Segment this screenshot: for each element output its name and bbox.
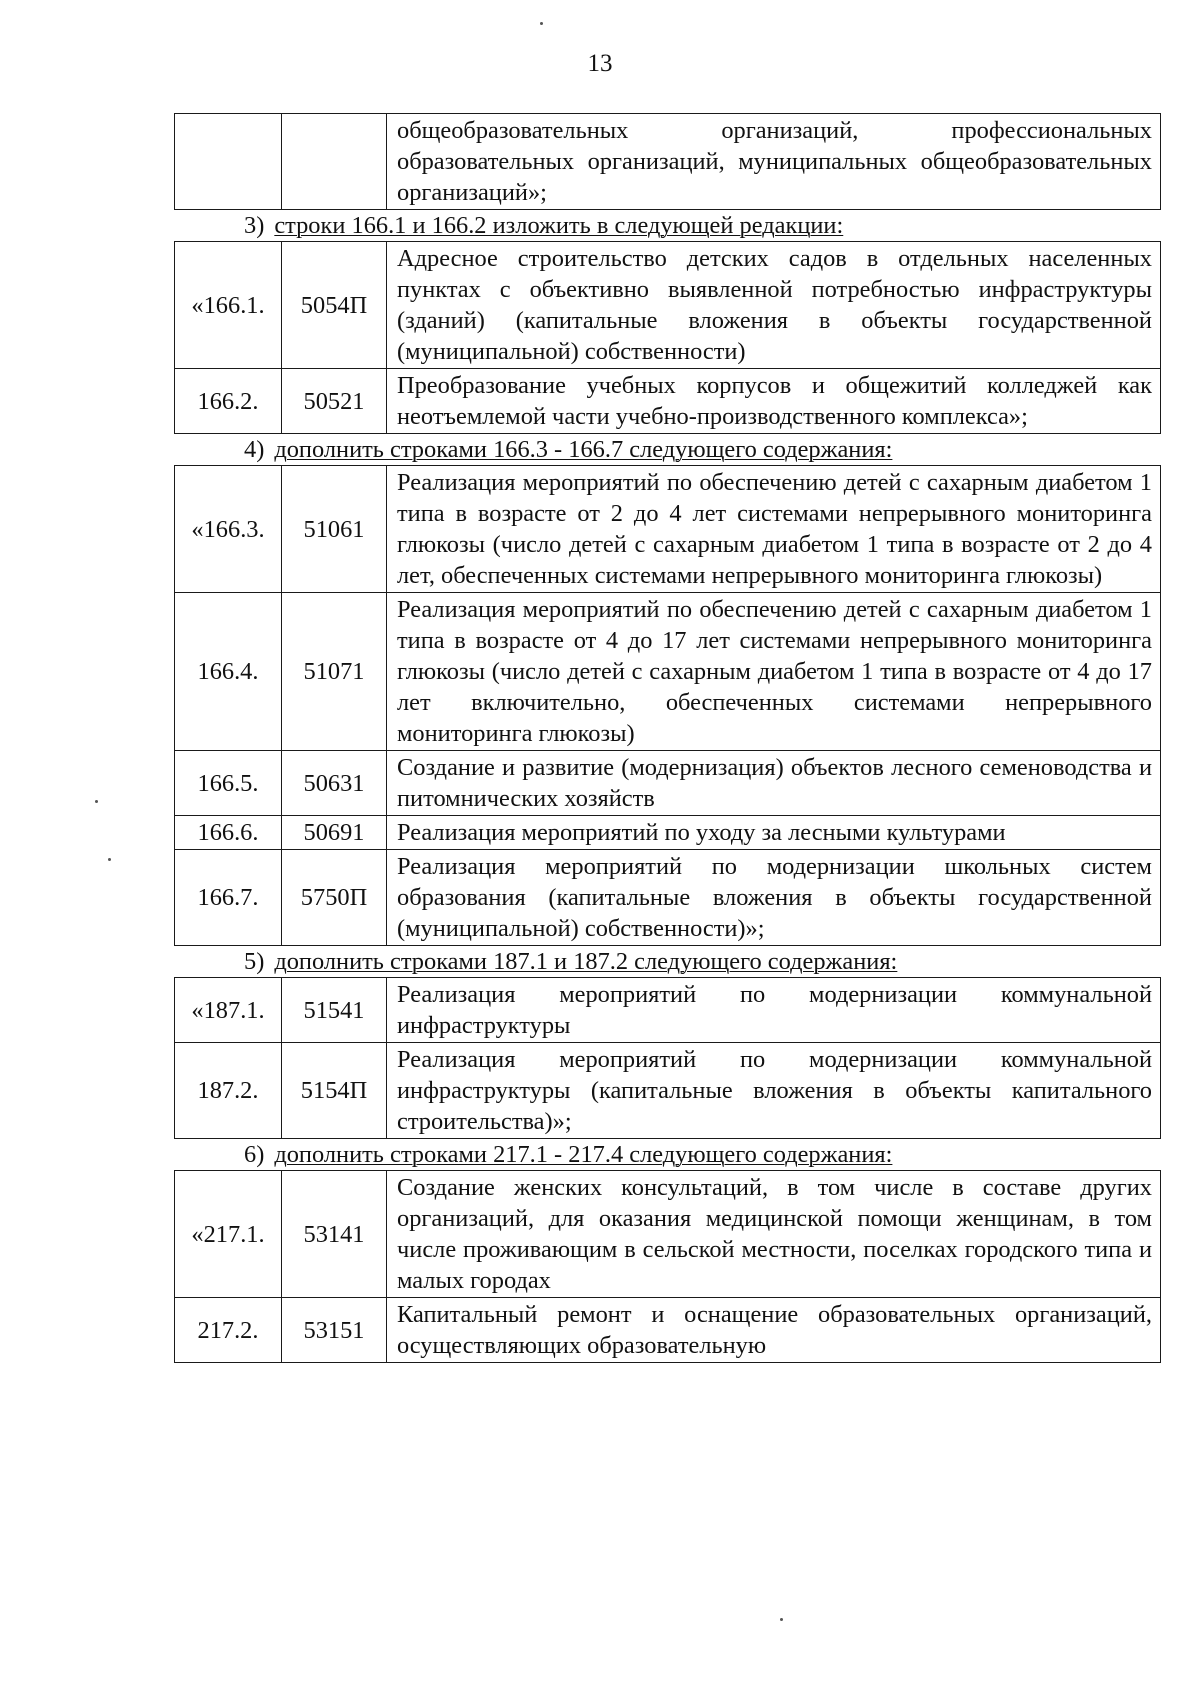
code-cell: 50691 xyxy=(282,816,387,850)
instruction-number: 3) xyxy=(244,212,265,239)
code-cell xyxy=(282,114,387,210)
instruction-text: дополнить строками 217.1 - 217.4 следующего содержания: xyxy=(274,1141,893,1168)
amendment-instruction xyxy=(174,946,1161,977)
table-row xyxy=(175,1298,1161,1363)
amendment-instruction xyxy=(174,210,1161,241)
code-cell: 51061 xyxy=(282,466,387,593)
table-row xyxy=(175,816,1161,850)
amendment-table xyxy=(174,977,1161,1139)
description-cell: Реализация мероприятий по обеспечению детей с сахарным диабетом 1 типа в возрасте от 2 до 4 лет системами непрерывного мониторинга глюкозы (число детей с сахарным диабетом 1 типа в возрасте от 2 до 4 лет, обеспеченных системами непрерывного мониторинга глюкозы) xyxy=(387,466,1161,593)
page-number: 13 xyxy=(587,50,613,77)
instruction-text: дополнить строками 166.3 - 166.7 следующего содержания: xyxy=(274,436,893,463)
description-cell: Реализация мероприятий по модернизации коммунальной инфраструктуры (капитальные вложения в объекты капитального строительства)»; xyxy=(387,1043,1161,1139)
amendment-table xyxy=(174,1170,1161,1363)
table-row xyxy=(175,242,1161,369)
amendment-table xyxy=(174,465,1161,946)
instruction-number: 6) xyxy=(244,1141,265,1168)
row-number-cell: 166.4. xyxy=(175,593,282,751)
row-number-cell: «166.3. xyxy=(175,466,282,593)
table-row xyxy=(175,751,1161,816)
instruction-number: 5) xyxy=(244,948,265,975)
code-cell: 53141 xyxy=(282,1171,387,1298)
description-cell: Капитальный ремонт и оснащение образовательных организаций, осуществляющих образовательную xyxy=(387,1298,1161,1363)
code-cell: 53151 xyxy=(282,1298,387,1363)
instruction-text: дополнить строками 187.1 и 187.2 следующего содержания: xyxy=(274,948,898,975)
document-body xyxy=(174,113,1161,1363)
description-cell: Адресное строительство детских садов в отдельных населенных пунктах с объективно выявленной потребностью инфраструктуры (зданий) (капитальные вложения в объекты государственной (муниципальной) собственности) xyxy=(387,242,1161,369)
description-cell: Преобразование учебных корпусов и общежитий колледжей как неотъемлемой части учебно-производственного комплекса»; xyxy=(387,369,1161,434)
row-number-cell: 187.2. xyxy=(175,1043,282,1139)
scan-speck xyxy=(108,858,111,861)
description-cell: Создание женских консультаций, в том числе в составе других организаций, для оказания медицинской помощи женщинам, в том числе проживающим в сельской местности, поселках городского типа и малых городах xyxy=(387,1171,1161,1298)
code-cell: 50521 xyxy=(282,369,387,434)
row-number-cell: «217.1. xyxy=(175,1171,282,1298)
table-row xyxy=(175,1043,1161,1139)
row-number-cell: «187.1. xyxy=(175,978,282,1043)
scan-speck xyxy=(540,22,543,25)
table-row xyxy=(175,369,1161,434)
amendment-table xyxy=(174,113,1161,210)
row-number-cell: 166.7. xyxy=(175,850,282,946)
row-number-cell xyxy=(175,114,282,210)
description-cell: общеобразовательных организаций, профессиональных образовательных организаций, муниципальных общеобразовательных организаций»; xyxy=(387,114,1161,210)
code-cell: 5054П xyxy=(282,242,387,369)
row-number-cell: 166.6. xyxy=(175,816,282,850)
row-number-cell: 166.2. xyxy=(175,369,282,434)
description-cell: Реализация мероприятий по модернизации школьных систем образования (капитальные вложения в объекты государственной (муниципальной) собственности)»; xyxy=(387,850,1161,946)
amendment-instruction xyxy=(174,434,1161,465)
row-number-cell: 217.2. xyxy=(175,1298,282,1363)
table-row xyxy=(175,466,1161,593)
description-cell: Реализация мероприятий по модернизации коммунальной инфраструктуры xyxy=(387,978,1161,1043)
description-cell: Реализация мероприятий по обеспечению детей с сахарным диабетом 1 типа в возрасте от 4 до 17 лет системами непрерывного мониторинга глюкозы (число детей с сахарным диабетом 1 типа в возрасте от 4 до 17 лет включительно, обеспеченных системами непрерывного мониторинга глюкозы) xyxy=(387,593,1161,751)
code-cell: 51071 xyxy=(282,593,387,751)
table-row xyxy=(175,114,1161,210)
description-cell: Создание и развитие (модернизация) объектов лесного семеноводства и питомнических хозяйств xyxy=(387,751,1161,816)
description-cell: Реализация мероприятий по уходу за лесными культурами xyxy=(387,816,1161,850)
scan-speck xyxy=(780,1618,783,1621)
amendment-table xyxy=(174,241,1161,434)
instruction-text: строки 166.1 и 166.2 изложить в следующей редакции: xyxy=(274,212,844,239)
code-cell: 5154П xyxy=(282,1043,387,1139)
scan-speck xyxy=(95,800,98,803)
amendment-instruction xyxy=(174,1139,1161,1170)
row-number-cell: 166.5. xyxy=(175,751,282,816)
table-row xyxy=(175,978,1161,1043)
instruction-number: 4) xyxy=(244,436,265,463)
table-row xyxy=(175,593,1161,751)
table-row xyxy=(175,1171,1161,1298)
row-number-cell: «166.1. xyxy=(175,242,282,369)
code-cell: 50631 xyxy=(282,751,387,816)
code-cell: 51541 xyxy=(282,978,387,1043)
code-cell: 5750П xyxy=(282,850,387,946)
table-row xyxy=(175,850,1161,946)
